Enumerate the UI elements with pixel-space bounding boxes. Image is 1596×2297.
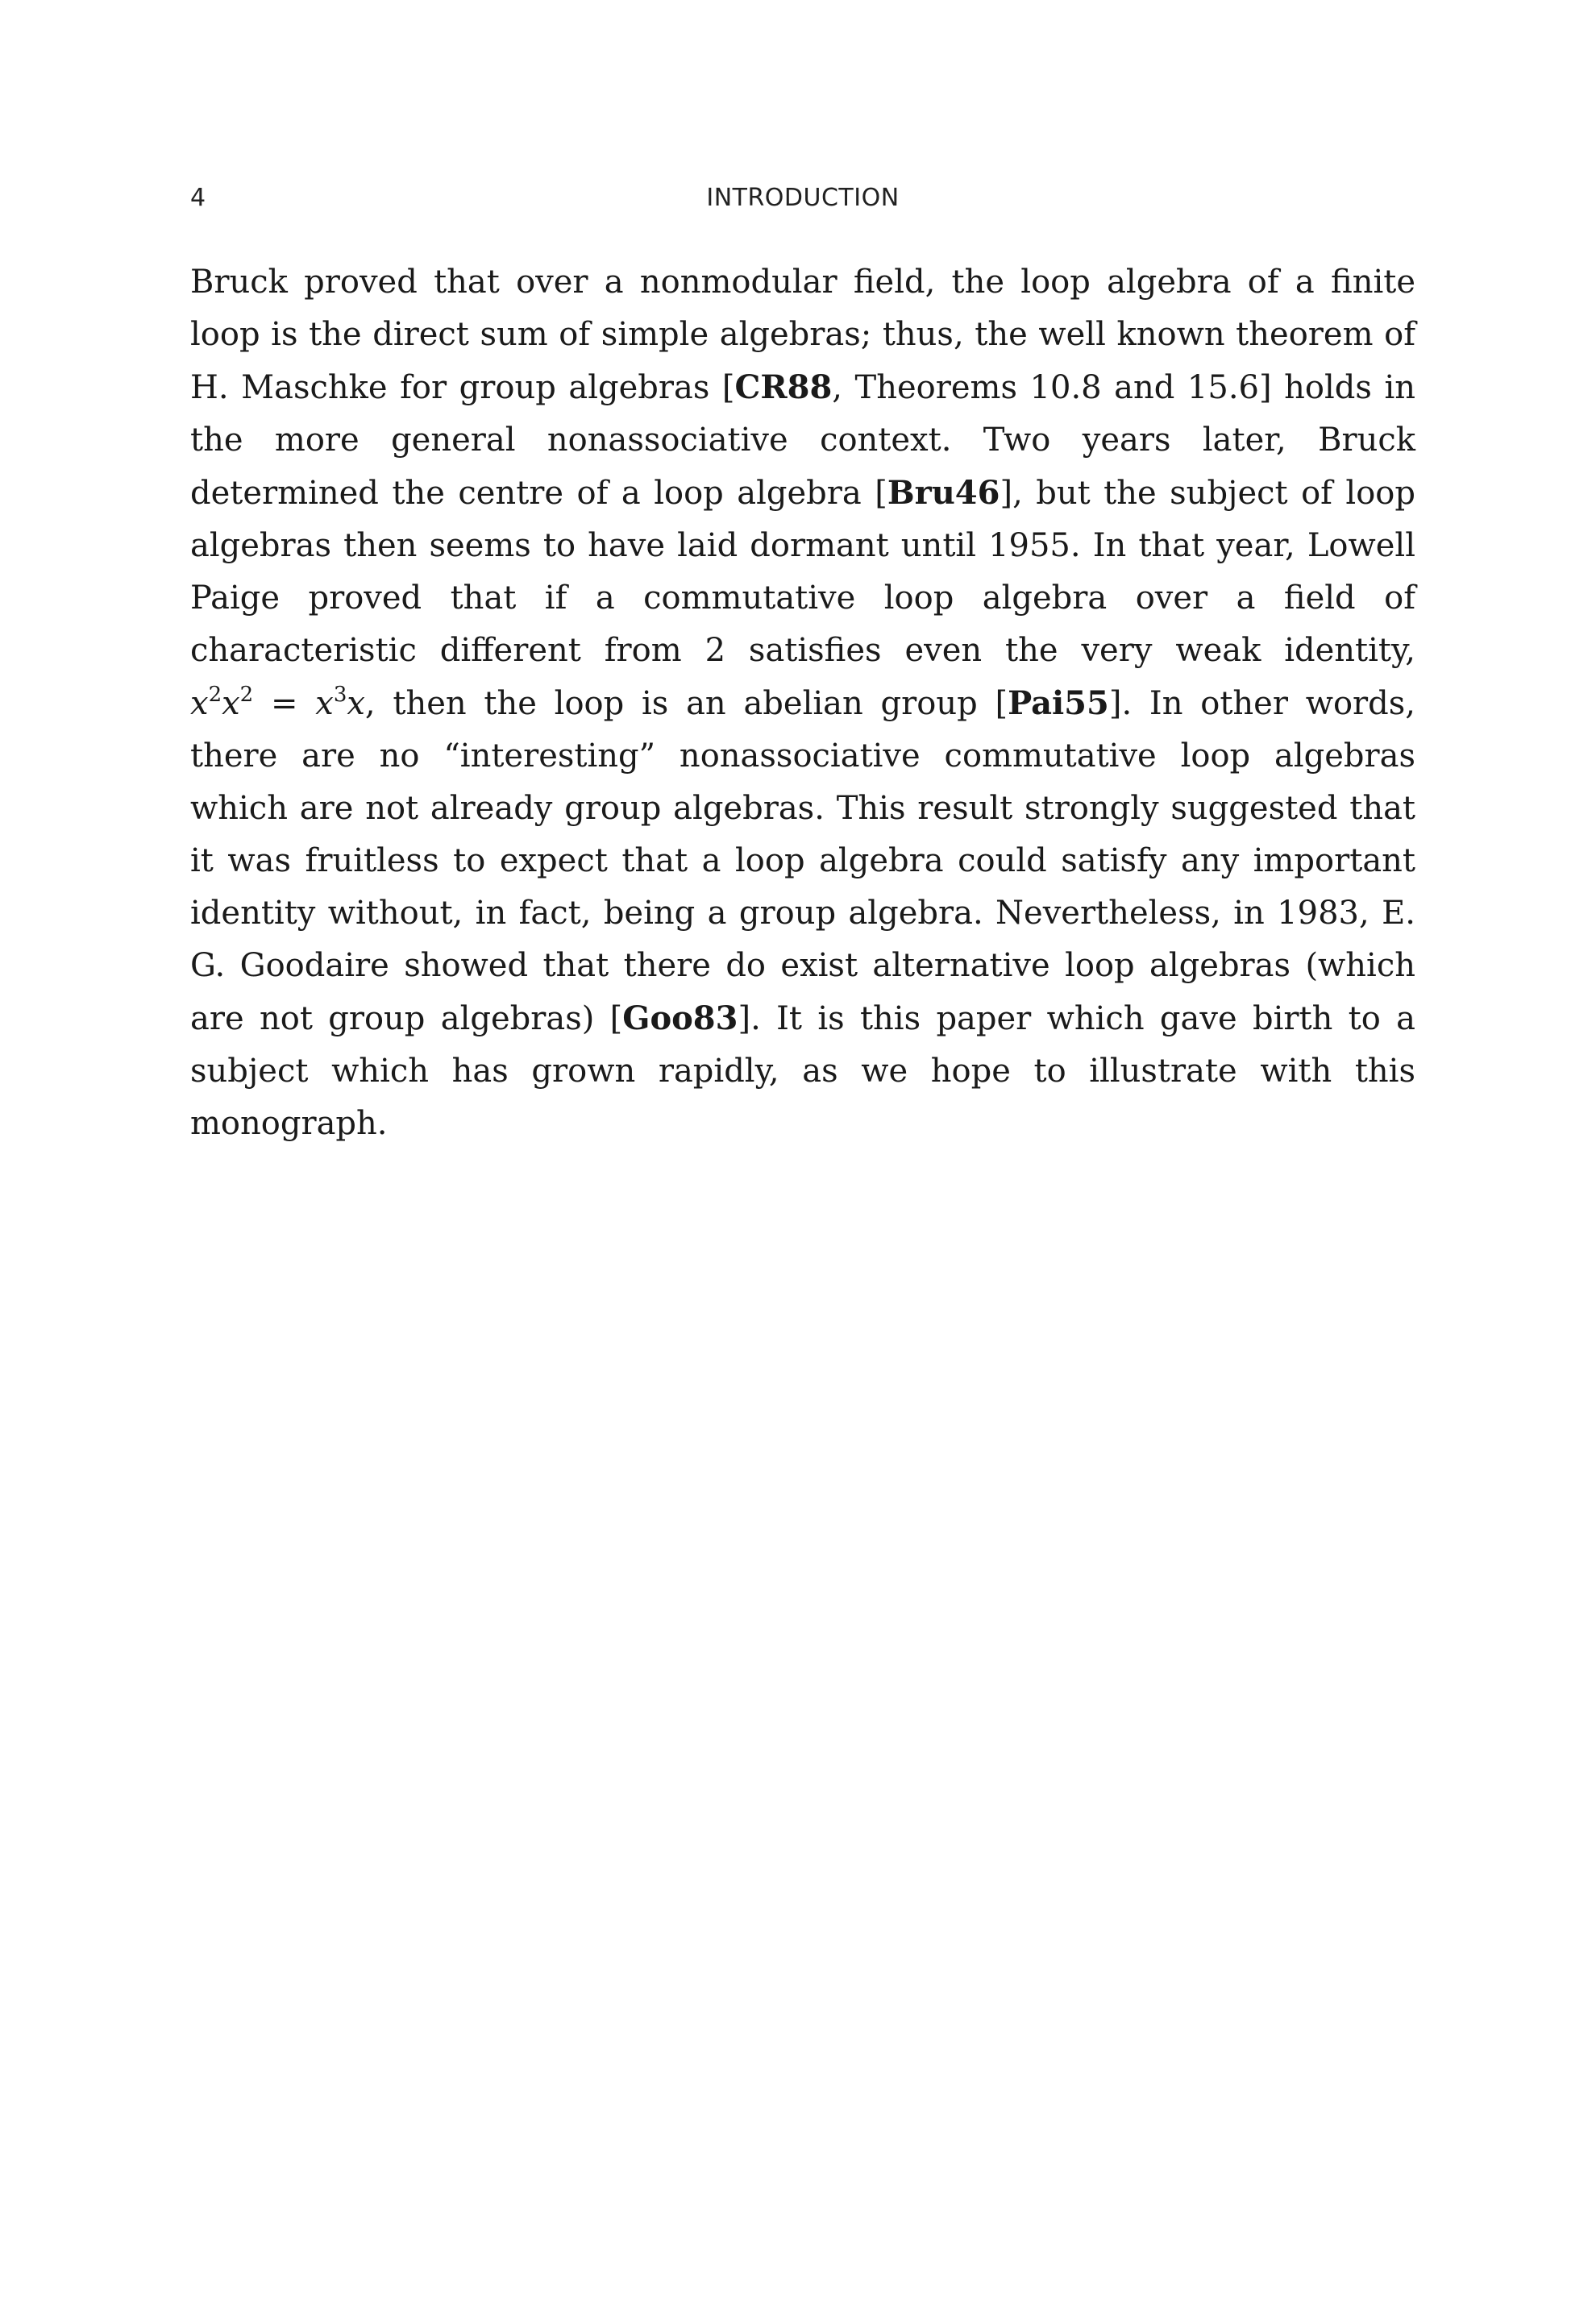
citation-pai55: Pai55 [1008, 684, 1109, 722]
page-header [190, 184, 1415, 216]
math-variable: x [347, 685, 365, 722]
text-segment: ]. In other words, there are no “interesting” nonassociative commutative loop algebras which are not already group algebras. This result strongly suggested that it was fruitless to expect that a loop algebra could satisfy any important identity without, in fact, being a group algebra. Nevertheless, in 1983, E. G. Goodaire showed that there do exist alternative loop algebras (which are not group algebras) [ [190, 685, 1415, 1037]
math-equals: = [253, 685, 316, 722]
body-text [190, 256, 1415, 1150]
citation-goo83: Goo83 [622, 999, 738, 1037]
text-segment: ], but the subject of loop algebras then seems to have laid dormant until 1955. In that year, Lowell Paige proved that if a commutative loop algebra over a field of characteristic different from 2 satisfies even the very weak identity, [190, 475, 1415, 669]
text-segment: , Theorems 10.8 and 15.6] holds in the more general nonassociative context. Two years later, Bruck determined the centre of a loop algebra [ [190, 369, 1416, 512]
text-segment: ]. It is this paper which gave birth to a subject which has grown rapidly, as we hope to illustrate with this monograph. [190, 1000, 1415, 1142]
math-exponent: 2 [239, 682, 254, 707]
math-identity [190, 682, 365, 722]
citation-bru46: Bru46 [887, 474, 1000, 512]
paragraph [190, 256, 1415, 1150]
math-exponent: 2 [208, 682, 222, 707]
running-head: INTRODUCTION [706, 184, 900, 212]
page-number: 4 [190, 184, 206, 212]
math-variable: x [222, 685, 240, 722]
math-variable: x [190, 685, 209, 722]
citation-cr88: CR88 [734, 368, 833, 406]
text-segment: Bruck proved that over a nonmodular field, the loop algebra of a finite loop is the direct sum of simple algebras; thus, the well known theorem of H. Maschke for group algebras [ [190, 264, 1415, 406]
math-exponent: 3 [333, 682, 347, 707]
math-variable: x [315, 685, 334, 722]
text-segment: , then the loop is an abelian group [ [364, 685, 1008, 722]
